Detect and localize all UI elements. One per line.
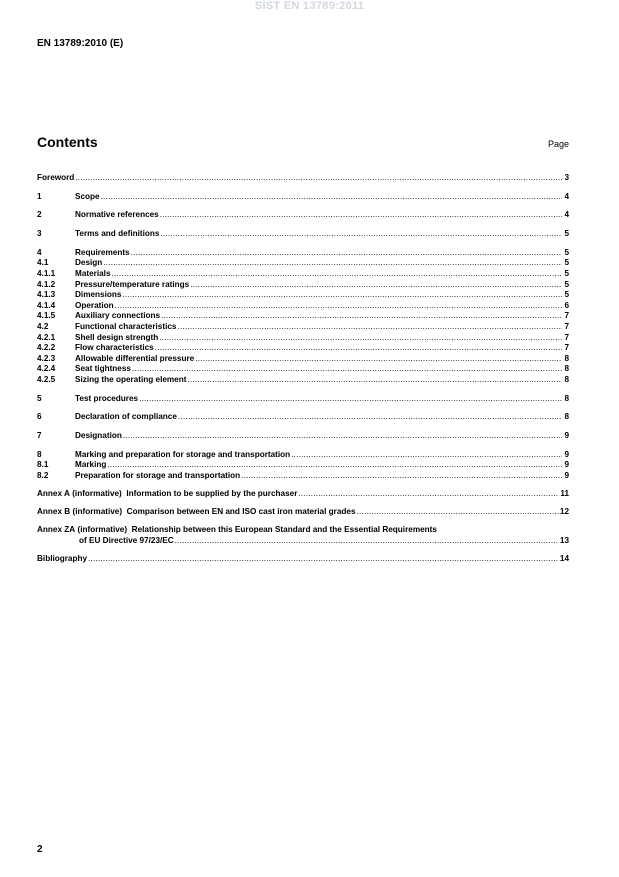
toc-title: Bibliography bbox=[37, 554, 88, 564]
toc-number: 4.2.1 bbox=[37, 332, 56, 342]
toc-entry-foreword[interactable] bbox=[37, 173, 569, 184]
toc-number: 3 bbox=[37, 229, 42, 239]
toc-title: Pressure/temperature ratings bbox=[75, 279, 190, 289]
toc-entry[interactable] bbox=[37, 280, 569, 291]
annex-type: (informative) bbox=[77, 525, 128, 535]
toc-entry[interactable] bbox=[37, 290, 569, 301]
toc-entry[interactable] bbox=[37, 375, 569, 386]
annex-type: (informative) bbox=[72, 507, 123, 517]
toc-title: Functional characteristics bbox=[75, 321, 177, 331]
toc-number: 4.1.5 bbox=[37, 311, 56, 321]
annex-label: Annex ZA bbox=[37, 525, 76, 535]
toc-page: 13 bbox=[559, 535, 569, 545]
toc-annex-b[interactable] bbox=[37, 507, 569, 518]
toc-number: 4.1.2 bbox=[37, 279, 56, 289]
page-column-label: Page bbox=[547, 139, 569, 149]
toc-title: Seat tightness bbox=[75, 364, 131, 374]
toc-entry[interactable] bbox=[37, 354, 569, 365]
annex-title: Relationship between this European Standard and the Essential Requirements bbox=[131, 525, 437, 535]
toc-entry[interactable] bbox=[37, 229, 569, 240]
toc-annex-za-continued[interactable] bbox=[37, 536, 569, 547]
table-of-contents bbox=[37, 173, 569, 565]
annex-title: Information to be supplied by the purchaser bbox=[126, 489, 298, 498]
toc-page: 5 bbox=[564, 258, 569, 268]
toc-annex-za[interactable] bbox=[37, 525, 569, 536]
toc-number: 4.2.4 bbox=[37, 364, 56, 374]
toc-number: 4.1.3 bbox=[37, 290, 56, 300]
toc-page: 7 bbox=[564, 321, 569, 331]
toc-number: 4.2.2 bbox=[37, 343, 56, 353]
toc-title: Scope bbox=[75, 191, 100, 201]
annex-title-continued: of EU Directive 97/23/EC bbox=[79, 535, 174, 545]
toc-number: 6 bbox=[37, 412, 42, 422]
toc-entry[interactable] bbox=[37, 412, 569, 423]
toc-page: 9 bbox=[564, 470, 569, 480]
toc-annex-a[interactable] bbox=[37, 489, 569, 500]
toc-page: 4 bbox=[564, 210, 569, 220]
toc-page: 5 bbox=[564, 290, 569, 300]
annex-type: (informative) bbox=[72, 489, 122, 498]
toc-number: 8.1 bbox=[37, 460, 49, 470]
toc-page: 3 bbox=[564, 173, 569, 182]
annex-label: Annex A bbox=[37, 489, 70, 498]
toc-title: Auxiliary connections bbox=[75, 311, 161, 321]
toc-page: 5 bbox=[564, 279, 569, 289]
toc-number: 2 bbox=[37, 210, 42, 220]
toc-title: Requirements bbox=[75, 247, 130, 257]
toc-entry[interactable] bbox=[37, 311, 569, 322]
toc-number: 5 bbox=[37, 393, 42, 403]
toc-page: 7 bbox=[564, 343, 569, 353]
toc-entry[interactable] bbox=[37, 450, 569, 461]
toc-title: Normative references bbox=[75, 210, 159, 220]
toc-entry[interactable] bbox=[37, 301, 569, 312]
toc-entry[interactable] bbox=[37, 394, 569, 405]
annex-label: Annex B bbox=[37, 507, 71, 517]
toc-number: 8.2 bbox=[37, 470, 49, 480]
toc-title: Marking and preparation for storage and transportation bbox=[75, 449, 291, 459]
toc-page: 5 bbox=[564, 268, 569, 278]
toc-page: 9 bbox=[564, 460, 569, 470]
toc-number: 4.2.5 bbox=[37, 374, 56, 384]
toc-entry[interactable] bbox=[37, 322, 569, 333]
toc-entry[interactable] bbox=[37, 192, 569, 203]
toc-title: Foreword bbox=[37, 173, 75, 182]
toc-page: 5 bbox=[564, 229, 569, 239]
toc-entry-bibliography[interactable] bbox=[37, 554, 569, 565]
toc-page: 8 bbox=[564, 393, 569, 403]
toc-entry[interactable] bbox=[37, 460, 569, 471]
toc-number: 4.2.3 bbox=[37, 353, 56, 363]
toc-page: 9 bbox=[564, 449, 569, 459]
toc-title: Test procedures bbox=[75, 393, 139, 403]
toc-entry[interactable] bbox=[37, 248, 569, 259]
toc-page: 7 bbox=[564, 311, 569, 321]
toc-entry[interactable] bbox=[37, 258, 569, 269]
toc-number: 7 bbox=[37, 430, 42, 440]
toc-title: Marking bbox=[75, 460, 107, 470]
toc-entry[interactable] bbox=[37, 471, 569, 482]
page-number: 2 bbox=[37, 844, 43, 855]
toc-page: 5 bbox=[564, 247, 569, 257]
toc-number: 4.1.4 bbox=[37, 300, 56, 310]
toc-page: 7 bbox=[564, 332, 569, 342]
toc-page: 8 bbox=[564, 353, 569, 363]
watermark: SIST EN 13789:2011 bbox=[254, 0, 365, 12]
toc-number: 4 bbox=[37, 247, 42, 257]
toc-title: Designation bbox=[75, 430, 122, 440]
toc-title: Design bbox=[75, 258, 103, 268]
contents-title: Contents bbox=[37, 134, 98, 150]
toc-entry[interactable] bbox=[37, 364, 569, 375]
toc-page: 8 bbox=[564, 364, 569, 374]
toc-page: 4 bbox=[564, 191, 569, 201]
toc-entry[interactable] bbox=[37, 343, 569, 354]
toc-number: 1 bbox=[37, 191, 42, 201]
toc-number: 4.2 bbox=[37, 321, 49, 331]
annex-title: Comparison between EN and ISO cast iron material grades bbox=[126, 507, 356, 517]
toc-page: 14 bbox=[559, 554, 569, 564]
toc-number: 4.1 bbox=[37, 258, 49, 268]
toc-page: 11 bbox=[560, 489, 569, 498]
toc-page: 8 bbox=[564, 374, 569, 384]
toc-title: Dimensions bbox=[75, 290, 122, 300]
toc-title: Flow characteristics bbox=[75, 343, 154, 353]
toc-entry[interactable] bbox=[37, 210, 569, 221]
toc-title: Allowable differential pressure bbox=[75, 353, 195, 363]
toc-page: 9 bbox=[564, 430, 569, 440]
toc-page: 8 bbox=[564, 412, 569, 422]
toc-title: Declaration of compliance bbox=[75, 412, 177, 422]
toc-number: 8 bbox=[37, 449, 42, 459]
toc-entry[interactable] bbox=[37, 431, 569, 442]
toc-title: Preparation for storage and transportation bbox=[75, 470, 241, 480]
toc-title: Terms and definitions bbox=[75, 229, 160, 239]
document-reference: EN 13789:2010 (E) bbox=[37, 38, 124, 49]
toc-page: 12 bbox=[559, 507, 569, 517]
toc-title: Materials bbox=[75, 268, 111, 278]
toc-title: Operation bbox=[75, 300, 114, 310]
toc-number: 4.1.1 bbox=[37, 268, 56, 278]
toc-entry[interactable] bbox=[37, 269, 569, 280]
toc-entry[interactable] bbox=[37, 333, 569, 344]
toc-title: Shell design strength bbox=[75, 332, 159, 342]
toc-title: Sizing the operating element bbox=[75, 374, 187, 384]
toc-page: 6 bbox=[564, 300, 569, 310]
